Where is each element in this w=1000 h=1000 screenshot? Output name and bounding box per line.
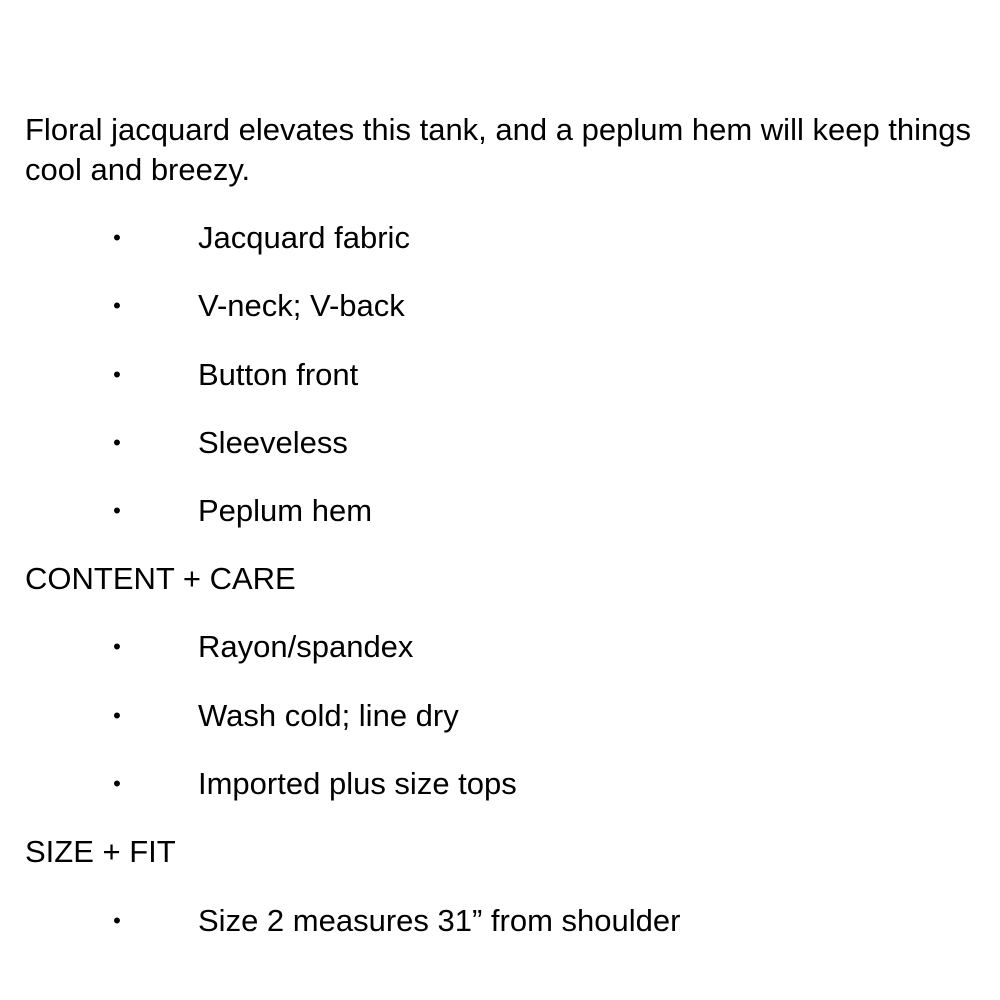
- bullet-icon: •: [113, 430, 121, 455]
- list-item-detail: [0, 423, 1000, 463]
- list-item-text: Wash cold; line dry: [198, 698, 459, 733]
- bullet-icon: •: [113, 634, 121, 659]
- bullet-icon: •: [113, 225, 121, 250]
- list-item-text: Imported plus size tops: [198, 766, 517, 801]
- bullet-icon: •: [113, 498, 121, 523]
- bullet-icon: •: [113, 362, 121, 387]
- list-item-text: Peplum hem: [198, 493, 373, 528]
- list-item-content-care: [0, 627, 1000, 667]
- list-item-content-care: [0, 764, 1000, 804]
- bullet-icon: •: [113, 771, 121, 796]
- list-item-detail: [0, 218, 1000, 258]
- list-item-text: V-neck; V-back: [198, 288, 405, 323]
- intro-paragraph: Floral jacquard elevates this tank, and a peplum hem will keep things cool and breezy.: [25, 112, 972, 187]
- bullet-icon: •: [113, 293, 121, 318]
- list-item-text: Rayon/spandex: [198, 629, 414, 664]
- content-care-heading: CONTENT + CARE: [25, 561, 296, 596]
- list-item-content-care: [0, 696, 1000, 736]
- list-item-detail: [0, 491, 1000, 531]
- list-item-text: Button front: [198, 357, 359, 392]
- list-item-text: Jacquard fabric: [198, 220, 410, 255]
- list-item-detail: [0, 355, 1000, 395]
- bullet-icon: •: [113, 703, 121, 728]
- list-item-detail: [0, 286, 1000, 326]
- list-item-size-fit: [0, 901, 1000, 941]
- bullet-icon: •: [113, 908, 121, 933]
- list-item-text: Size 2 measures 31” from shoulder: [198, 903, 681, 938]
- size-fit-heading: SIZE + FIT: [25, 834, 176, 869]
- list-item-text: Sleeveless: [198, 425, 348, 460]
